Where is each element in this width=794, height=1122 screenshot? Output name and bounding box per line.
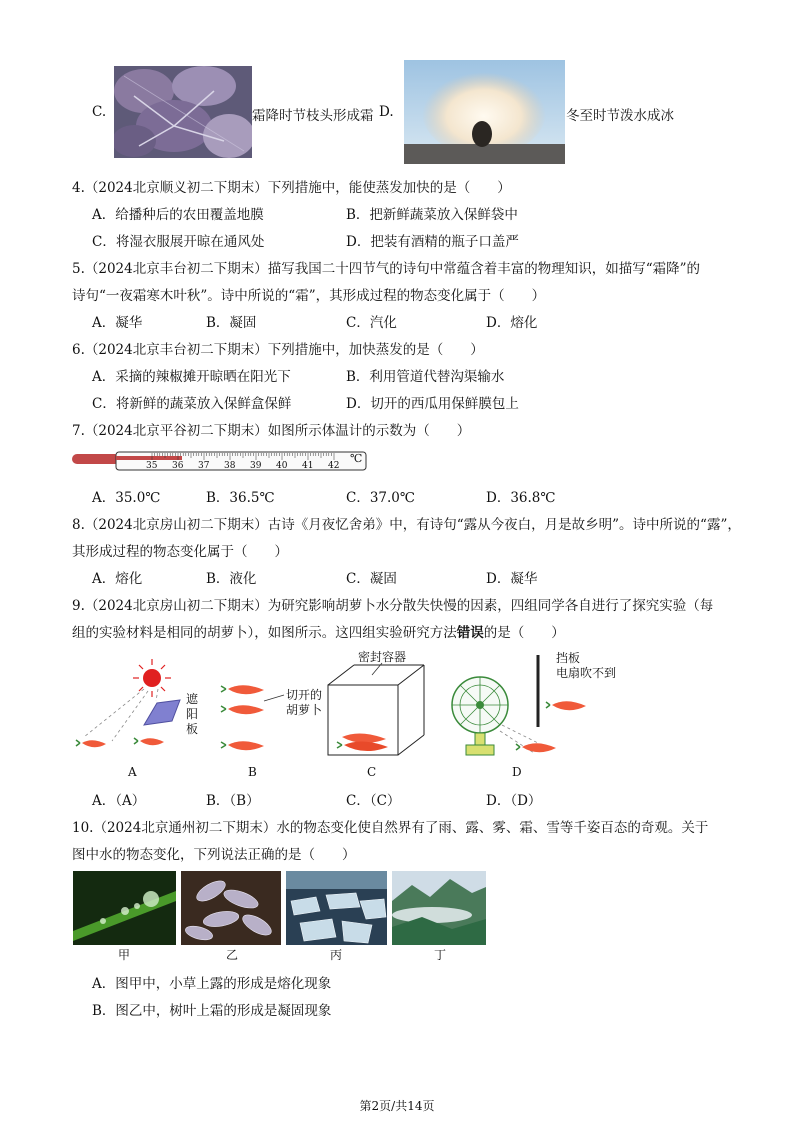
question-9-line1: 9.（2024北京房山初二下期末）为研究影响胡萝卜水分散失快慢的因素，四组同学各自进行了探究实验（每 — [72, 598, 714, 614]
q8-option-c: C．凝固 — [346, 571, 397, 587]
thermometer-unit: ℃ — [350, 452, 363, 465]
fan-icon — [452, 677, 508, 755]
thermometer-tick-label: 35 — [146, 461, 158, 471]
q4-option-b: B．把新鲜蔬菜放入保鲜袋中 — [346, 207, 518, 223]
question-7-text: 7.（2024北京平谷初二下期末）如图所示体温计的示数为（ ） — [72, 423, 471, 439]
question-5-line2: 诗句“一夜霜寒木叶秋”。诗中所说的“霜”，其形成过程的物态变化属于（ ） — [72, 288, 546, 304]
question-5-line1: 5.（2024北京丰台初二下期末）描写我国二十四节气的诗句中常蕴含着丰富的物理知识，如描写“霜降”的 — [72, 261, 701, 277]
q6-option-a: A．采摘的辣椒摊开晾晒在阳光下 — [92, 369, 291, 385]
option-d-label: D. — [379, 104, 394, 120]
carrot-icon — [221, 685, 264, 694]
panel-label-a: A — [128, 765, 137, 779]
q9-option-c: C．（C） — [346, 793, 401, 809]
q6-option-d: D．切开的西瓜用保鲜膜包上 — [346, 396, 519, 412]
q4-option-d: D．把装有酒精的瓶子口盖严 — [346, 234, 519, 250]
q5-option-c: C．汽化 — [346, 315, 397, 331]
q5-option-b: B．凝固 — [206, 315, 257, 331]
thermometer-tick-label: 36 — [172, 461, 184, 471]
question-10-line1: 10.（2024北京通州初二下期末）水的物态变化使自然界有了雨、露、雾、霜、雪等千姿百态的奇观。关于 — [72, 820, 709, 836]
frost-on-leaves-photo — [181, 871, 281, 945]
frost-leaves-photo — [114, 66, 252, 158]
q9-option-d: D．（D） — [486, 793, 542, 809]
carrot-icon — [134, 738, 164, 745]
ice-on-water-photo — [286, 871, 387, 945]
dew-on-grass-photo — [73, 871, 176, 945]
q7-option-b: B．36.5℃ — [206, 490, 275, 506]
q7-option-c: C．37.0℃ — [346, 490, 415, 506]
thermometer-tick-label: 41 — [302, 461, 314, 471]
q9-option-a: A．（A） — [92, 793, 146, 809]
photo-caption-ding: 丁 — [434, 948, 447, 962]
panel-label-d: D — [512, 765, 522, 779]
thermometer-tick-label: 40 — [276, 461, 288, 471]
q7-option-a: A．35.0℃ — [92, 490, 161, 506]
photo-caption-bing: 丙 — [330, 948, 343, 962]
page-footer: 第2页/共14页 — [359, 1099, 435, 1113]
baffle-label: 挡板 电扇吹不到 — [556, 651, 617, 680]
question-6-text: 6.（2024北京丰台初二下期末）下列措施中，加快蒸发的是（ ） — [72, 342, 484, 358]
q8-option-a: A．熔化 — [92, 571, 143, 587]
panel-label-c: C — [367, 765, 377, 779]
panel-label-b: B — [248, 765, 257, 779]
emphasis-wrong: 错误 — [456, 625, 484, 641]
q6-option-c: C．将新鲜的蔬菜放入保鲜盒保鲜 — [92, 396, 292, 412]
question-4-text: 4.（2024北京顺义初二下期末）下列措施中，能使蒸发加快的是（ ） — [72, 180, 511, 196]
q7-option-d: D．36.8℃ — [486, 490, 556, 506]
sealed-container-label: 密封容器 — [358, 650, 407, 664]
thermometer-tick-label: 42 — [328, 461, 340, 471]
q8-option-d: D．凝华 — [486, 571, 538, 587]
q8-option-b: B．液化 — [206, 571, 257, 587]
option-d-caption: 冬至时节泼水成冰 — [566, 108, 674, 124]
question-8-line2: 其形成过程的物态变化属于（ ） — [72, 544, 288, 560]
q5-option-d: D．熔化 — [486, 315, 538, 331]
q6-option-b: B．利用管道代替沟渠输水 — [346, 369, 505, 385]
shade-label: 遮 阳 板 — [186, 692, 199, 736]
q4-option-c: C．将湿衣服展开晾在通风处 — [92, 234, 265, 250]
carrot-icon — [221, 705, 264, 714]
photo-caption-jia: 甲 — [118, 948, 131, 962]
carrot-icon — [221, 741, 264, 750]
option-c-caption: 霜降时节枝头形成霜 — [252, 108, 374, 124]
mountain-fog-photo — [392, 871, 486, 945]
q10-option-b: B．图乙中，树叶上霜的形成是凝固现象 — [92, 1003, 332, 1019]
q5-option-a: A．凝华 — [92, 315, 143, 331]
carrot-icon — [76, 740, 106, 747]
sun-icon — [133, 659, 171, 697]
q4-option-a: A．给播种后的农田覆盖地膜 — [92, 207, 264, 223]
carrot-icon — [546, 701, 586, 710]
question-9-line2: 组的实验材料是相同的胡萝卜），如图所示。这四组实验研究方法错误的是（ ） — [72, 625, 565, 641]
option-c-label: C. — [92, 104, 107, 120]
question-8-line1: 8.（2024北京房山初二下期末）古诗《月夜忆舍弟》中，有诗句“露从今夜白，月是故乡明”。诗中所说的“露”， — [72, 517, 741, 533]
thermometer-tick-label: 38 — [224, 461, 236, 471]
thermometer-figure — [72, 446, 372, 476]
carrot-icon — [516, 743, 556, 752]
carrot-icon — [337, 741, 388, 751]
cut-carrot-label: 切开的 胡萝卜 — [286, 688, 323, 717]
water-freezing-photo — [404, 60, 565, 164]
thermometer-tick-label: 39 — [250, 461, 262, 471]
photo-caption-yi: 乙 — [226, 948, 239, 962]
question-10-line2: 图中水的物态变化，下列说法正确的是（ ） — [72, 847, 356, 863]
q9-option-b: B．（B） — [206, 793, 260, 809]
thermometer-tick-label: 37 — [198, 461, 210, 471]
q10-option-a: A．图甲中，小草上露的形成是熔化现象 — [92, 976, 332, 992]
